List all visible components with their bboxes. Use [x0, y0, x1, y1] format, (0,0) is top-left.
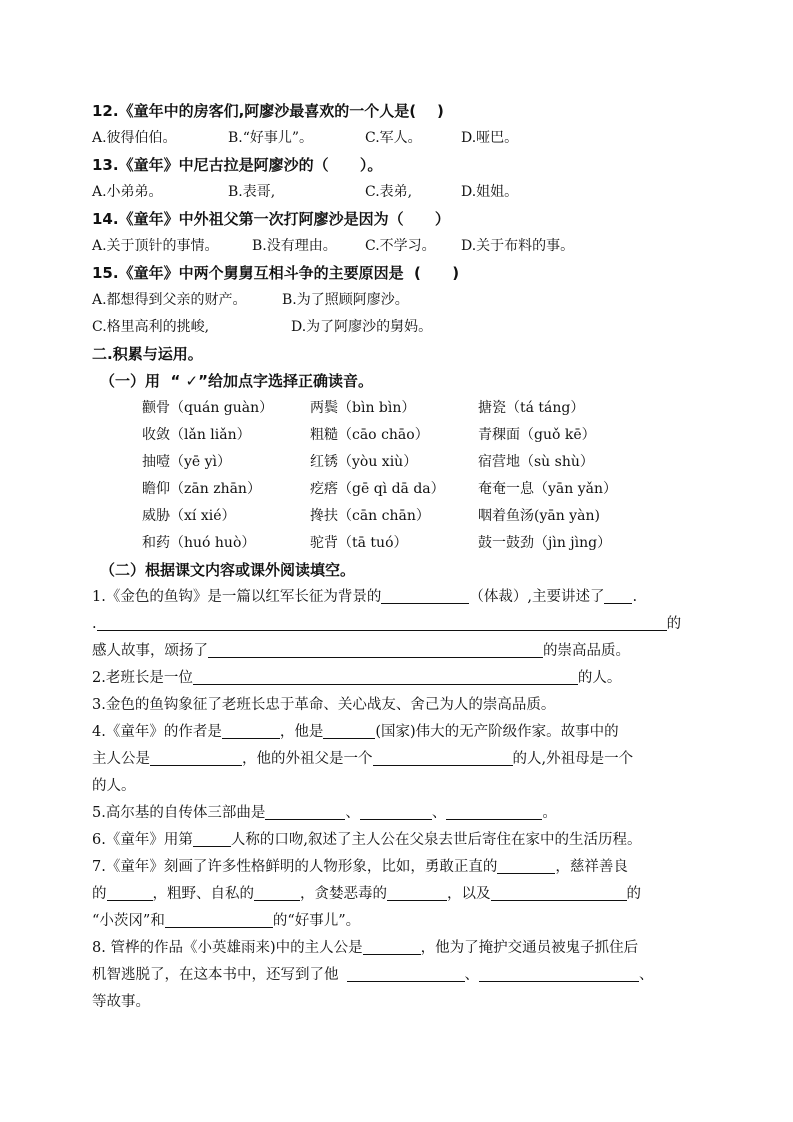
- answer-blank[interactable]: [208, 639, 543, 658]
- answer-blank[interactable]: [165, 909, 273, 928]
- fill-question-1: [92, 584, 712, 611]
- question-text: 8. 管桦的作品《小英雄雨来)中的主人公是: [92, 940, 363, 956]
- question-stem: 14.《童年》中外祖父第一次打阿廖沙是因为（ ）: [92, 210, 450, 228]
- answer-blank[interactable]: [491, 882, 627, 901]
- options-row: [92, 179, 712, 206]
- question-text: ，他是: [279, 724, 324, 740]
- fill-question-3: [92, 692, 712, 719]
- question-text: .: [92, 616, 97, 632]
- question-text: 的人,外祖母是一个: [512, 751, 634, 767]
- answer-blank[interactable]: [373, 747, 513, 766]
- question-text: “小茨冈”和: [92, 913, 165, 929]
- question-text: 1.《金色的鱼钩》是一篇以红军长征为背景的: [92, 589, 382, 605]
- option-d[interactable]: D.为了阿廖沙的舅妈。: [291, 319, 433, 335]
- answer-blank[interactable]: [254, 882, 300, 901]
- question-text: 的: [666, 616, 682, 632]
- question-text: 3.金色的鱼钩象征了老班长忠于革命、关心战友、舍己为人的崇高品质。: [92, 697, 556, 713]
- question-text: 4.《童年》的作者是: [92, 724, 222, 740]
- question-text: 人称的口吻,叙述了主人公在父泉去世后寄住在家中的生活历程。: [230, 832, 642, 848]
- option-b[interactable]: B.为了照顾阿廖沙。: [282, 292, 409, 308]
- section-title: 二.积累与运用。: [92, 345, 203, 363]
- question-text: 主人公是: [92, 751, 150, 767]
- question-text: 感人故事，颂扬了: [92, 643, 208, 659]
- fill-question-6: [92, 827, 712, 854]
- option-b[interactable]: B.表哥,: [228, 184, 276, 200]
- question-13: [92, 152, 712, 179]
- option-d[interactable]: D.哑巴。: [461, 130, 519, 146]
- pinyin-item[interactable]: 威胁（xí xié）: [142, 508, 236, 524]
- pinyin-item[interactable]: 颧骨（quán guàn）: [142, 400, 274, 416]
- question-text: 的: [626, 886, 641, 902]
- question-text: 2.老班长是一位: [92, 670, 193, 686]
- question-text: 6.《童年》用第: [92, 832, 193, 848]
- answer-blank[interactable]: [497, 855, 555, 874]
- pinyin-item[interactable]: 搪瓷（tá táng）: [478, 400, 585, 416]
- fill-question-4: [92, 719, 712, 746]
- separator: 、: [345, 805, 360, 821]
- question-text: (国家)伟大的无产阶级作家。故事中的: [375, 724, 619, 740]
- answer-blank[interactable]: [387, 882, 447, 901]
- fill-question-7-cont: [92, 881, 712, 908]
- pinyin-row: [92, 449, 712, 476]
- pinyin-item[interactable]: 粗糙（cāo chāo）: [310, 427, 429, 443]
- answer-blank[interactable]: [323, 720, 375, 739]
- fill-question-2: [92, 665, 712, 692]
- option-a[interactable]: A.彼得伯伯。: [92, 130, 177, 146]
- question-text: 。: [542, 805, 557, 821]
- question-text: ，贪婪恶毒的: [300, 886, 387, 902]
- question-text: 机智逃脱了，在这本书中，还写到了他: [92, 967, 339, 983]
- pinyin-item[interactable]: 疙瘩（gē qì dā da）: [310, 481, 445, 497]
- answer-blank[interactable]: [604, 585, 632, 604]
- subsection-heading: [92, 368, 712, 395]
- answer-blank[interactable]: [446, 801, 542, 820]
- answer-blank[interactable]: [479, 963, 639, 982]
- pinyin-item[interactable]: 咽着鱼汤(yān yàn): [478, 508, 600, 524]
- separator: 、: [431, 805, 447, 821]
- option-c[interactable]: C.格里高利的挑峻,: [92, 319, 210, 335]
- option-b[interactable]: B.没有理由。: [252, 238, 337, 254]
- answer-blank[interactable]: [97, 612, 667, 631]
- pinyin-item[interactable]: 奄奄一息（yān yǎn）: [478, 481, 617, 497]
- fill-question-4-cont: [92, 746, 712, 773]
- pinyin-item[interactable]: 宿营地（sù shù）: [478, 454, 594, 470]
- pinyin-item[interactable]: 驼背（tā tuó）: [310, 535, 408, 551]
- option-a[interactable]: A.关于顶针的事情。: [92, 238, 219, 254]
- question-text: 等故事。: [92, 994, 150, 1010]
- answer-blank[interactable]: [150, 747, 242, 766]
- question-text: 的: [92, 886, 107, 902]
- pinyin-item[interactable]: 青稞面（guǒ kē）: [478, 427, 596, 443]
- option-c[interactable]: C.表弟,: [365, 184, 413, 200]
- worksheet-page: [92, 98, 712, 1016]
- fill-question-8-cont: [92, 962, 712, 989]
- answer-blank[interactable]: [193, 666, 578, 685]
- question-stem: 13.《童年》中尼古拉是阿廖沙的（ ）。: [92, 156, 383, 174]
- options-row: [92, 287, 712, 314]
- answer-blank[interactable]: [363, 936, 421, 955]
- pinyin-item[interactable]: 鼓一鼓劲（jìn jìng）: [478, 535, 612, 551]
- question-12: [92, 98, 712, 125]
- pinyin-item[interactable]: 收敛（lǎn liǎn）: [142, 427, 251, 443]
- question-text: 的人。: [577, 670, 622, 686]
- question-text: 7.《童年》刻画了许多性格鲜明的人物形象，比如，勇敢正直的: [92, 859, 498, 875]
- option-c[interactable]: C.不学习。: [365, 238, 436, 254]
- pinyin-row: [92, 422, 712, 449]
- answer-blank[interactable]: [193, 828, 231, 847]
- answer-blank[interactable]: [265, 801, 345, 820]
- separator: 、: [464, 967, 479, 983]
- subsection-title: （一）用 “ ✓”给加点字选择正确读音。: [100, 372, 373, 390]
- pinyin-item[interactable]: 瞻仰（zān zhān）: [142, 481, 261, 497]
- fill-question-1-cont: [92, 611, 712, 638]
- options-row: [92, 314, 712, 341]
- answer-blank[interactable]: [360, 801, 432, 820]
- question-text: ，他的外祖父是一个: [242, 751, 373, 767]
- question-15: [92, 260, 712, 287]
- pinyin-item[interactable]: 搀扶（cān chān）: [310, 508, 430, 524]
- answer-blank[interactable]: [107, 882, 153, 901]
- subsection-title: （二）根据课文内容或课外阅读填空。: [100, 561, 356, 579]
- pinyin-item[interactable]: 抽噎（yē yì）: [142, 454, 232, 470]
- answer-blank[interactable]: [222, 720, 280, 739]
- pinyin-item[interactable]: 两鬓（bìn bìn）: [310, 400, 416, 416]
- pinyin-item[interactable]: 和药（huó huò）: [142, 535, 256, 551]
- pinyin-row: [92, 395, 712, 422]
- fill-question-5: [92, 800, 712, 827]
- question-text: 5.高尔基的自传体三部曲是: [92, 805, 266, 821]
- answer-blank[interactable]: [347, 963, 465, 982]
- question-text: ，以及: [447, 886, 491, 902]
- question-stem: 15.《童年》中两个舅舅互相斗争的主要原因是 ( ): [92, 264, 460, 282]
- question-14: [92, 206, 712, 233]
- fill-question-1-cont: [92, 638, 712, 665]
- question-text: .: [632, 589, 638, 605]
- option-d[interactable]: D.关于布料的事。: [461, 238, 575, 254]
- fill-question-8: [92, 935, 712, 962]
- fill-question-4-cont: [92, 773, 712, 800]
- question-text: （体裁）,主要讲述了: [469, 589, 605, 605]
- pinyin-item[interactable]: 红锈（yòu xiù）: [310, 454, 418, 470]
- question-stem: 12.《童年中的房客们,阿廖沙最喜欢的一个人是( ): [92, 102, 444, 120]
- section-heading: [92, 341, 712, 368]
- fill-question-8-cont: [92, 989, 712, 1016]
- option-d[interactable]: D.姐姐。: [461, 184, 519, 200]
- answer-blank[interactable]: [381, 585, 469, 604]
- subsection-heading: [92, 557, 712, 584]
- options-row: [92, 233, 712, 260]
- fill-question-7: [92, 854, 712, 881]
- separator: 、: [639, 967, 654, 983]
- pinyin-row: [92, 530, 712, 557]
- option-b[interactable]: B.“好事儿”。: [228, 130, 314, 146]
- question-text: 的崇高品质。: [543, 643, 630, 659]
- question-text: ，慈祥善良: [555, 859, 628, 875]
- question-text: 的“好事儿”。: [272, 913, 361, 929]
- question-text: ，粗野、自私的: [152, 886, 254, 902]
- fill-question-7-cont: [92, 908, 712, 935]
- option-a[interactable]: A.都想得到父亲的财产。: [92, 292, 247, 308]
- question-text: ，他为了掩护交通员被鬼子抓住后: [420, 940, 639, 956]
- option-a[interactable]: A.小弟弟。: [92, 184, 163, 200]
- option-c[interactable]: C.军人。: [365, 130, 422, 146]
- options-row: [92, 125, 712, 152]
- pinyin-row: [92, 503, 712, 530]
- question-text: 的人。: [92, 778, 136, 794]
- pinyin-row: [92, 476, 712, 503]
